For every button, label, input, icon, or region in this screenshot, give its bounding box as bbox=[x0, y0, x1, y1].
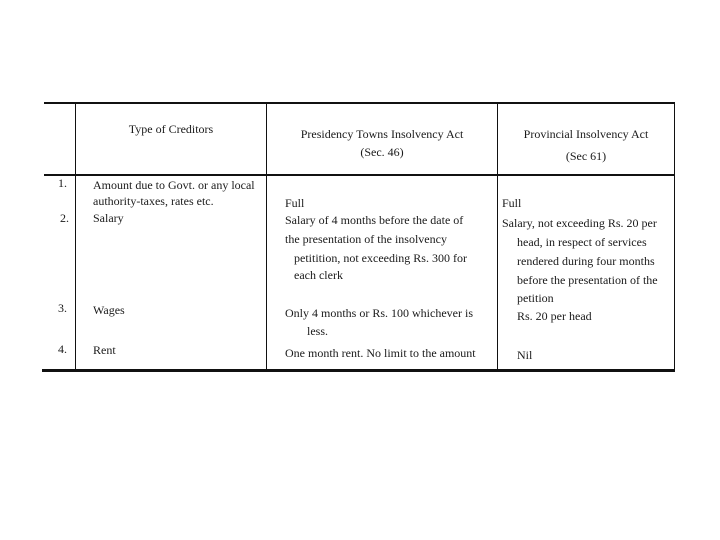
column-rule-2 bbox=[266, 102, 267, 370]
presidency-cell-line: One month rent. No limit to the amount bbox=[285, 346, 476, 360]
provincial-cell-line: head, in respect of services bbox=[517, 235, 647, 249]
provincial-cell-line: petition bbox=[517, 291, 554, 305]
presidency-cell-line: Only 4 months or Rs. 100 whichever is bbox=[285, 306, 473, 320]
row-number: 1. bbox=[58, 176, 67, 190]
presidency-cell-line: Salary of 4 months before the date of bbox=[285, 213, 464, 227]
header-provincial-act: Provincial Insolvency Act bbox=[523, 127, 649, 141]
row-number: 4. bbox=[58, 342, 67, 356]
creditor-type-line: Rent bbox=[93, 343, 116, 357]
presidency-cell-line: each clerk bbox=[294, 268, 343, 282]
header-presidency-section: (Sec. 46) bbox=[360, 145, 404, 159]
creditor-type-line: Wages bbox=[93, 303, 125, 317]
provincial-cell-line: Salary, not exceeding Rs. 20 per bbox=[502, 216, 657, 230]
creditor-type-line: authority-taxes, rates etc. bbox=[93, 194, 214, 208]
presidency-cell-line: petitition, not exceeding Rs. 300 for bbox=[294, 251, 467, 265]
provincial-cell-line: Nil bbox=[517, 348, 533, 362]
creditor-type-line: Salary bbox=[93, 211, 124, 225]
header-provincial-section: (Sec 61) bbox=[565, 149, 607, 163]
creditor-type-line: Amount due to Govt. or any local bbox=[93, 178, 255, 192]
column-rule-3 bbox=[497, 102, 498, 370]
row-number: 3. bbox=[58, 301, 67, 315]
header-bottom-rule bbox=[44, 174, 675, 176]
presidency-cell-line: Full bbox=[285, 196, 305, 210]
provincial-cell-line: Full bbox=[502, 196, 522, 210]
column-rule-4 bbox=[674, 102, 675, 370]
header-type-of-creditors: Type of Creditors bbox=[128, 122, 214, 136]
header-presidency-act: Presidency Towns Insolvency Act bbox=[300, 127, 464, 141]
table-bottom-rule bbox=[42, 369, 675, 372]
table-top-rule bbox=[44, 102, 675, 104]
presidency-cell-line: less. bbox=[307, 324, 328, 338]
column-rule-1 bbox=[75, 102, 76, 370]
provincial-cell-line: before the presentation of the bbox=[517, 273, 658, 287]
provincial-cell-line: Rs. 20 per head bbox=[517, 309, 592, 323]
row-number: 2. bbox=[60, 211, 69, 225]
presidency-cell-line: the presentation of the insolvency bbox=[285, 232, 447, 246]
provincial-cell-line: rendered during four months bbox=[517, 254, 655, 268]
